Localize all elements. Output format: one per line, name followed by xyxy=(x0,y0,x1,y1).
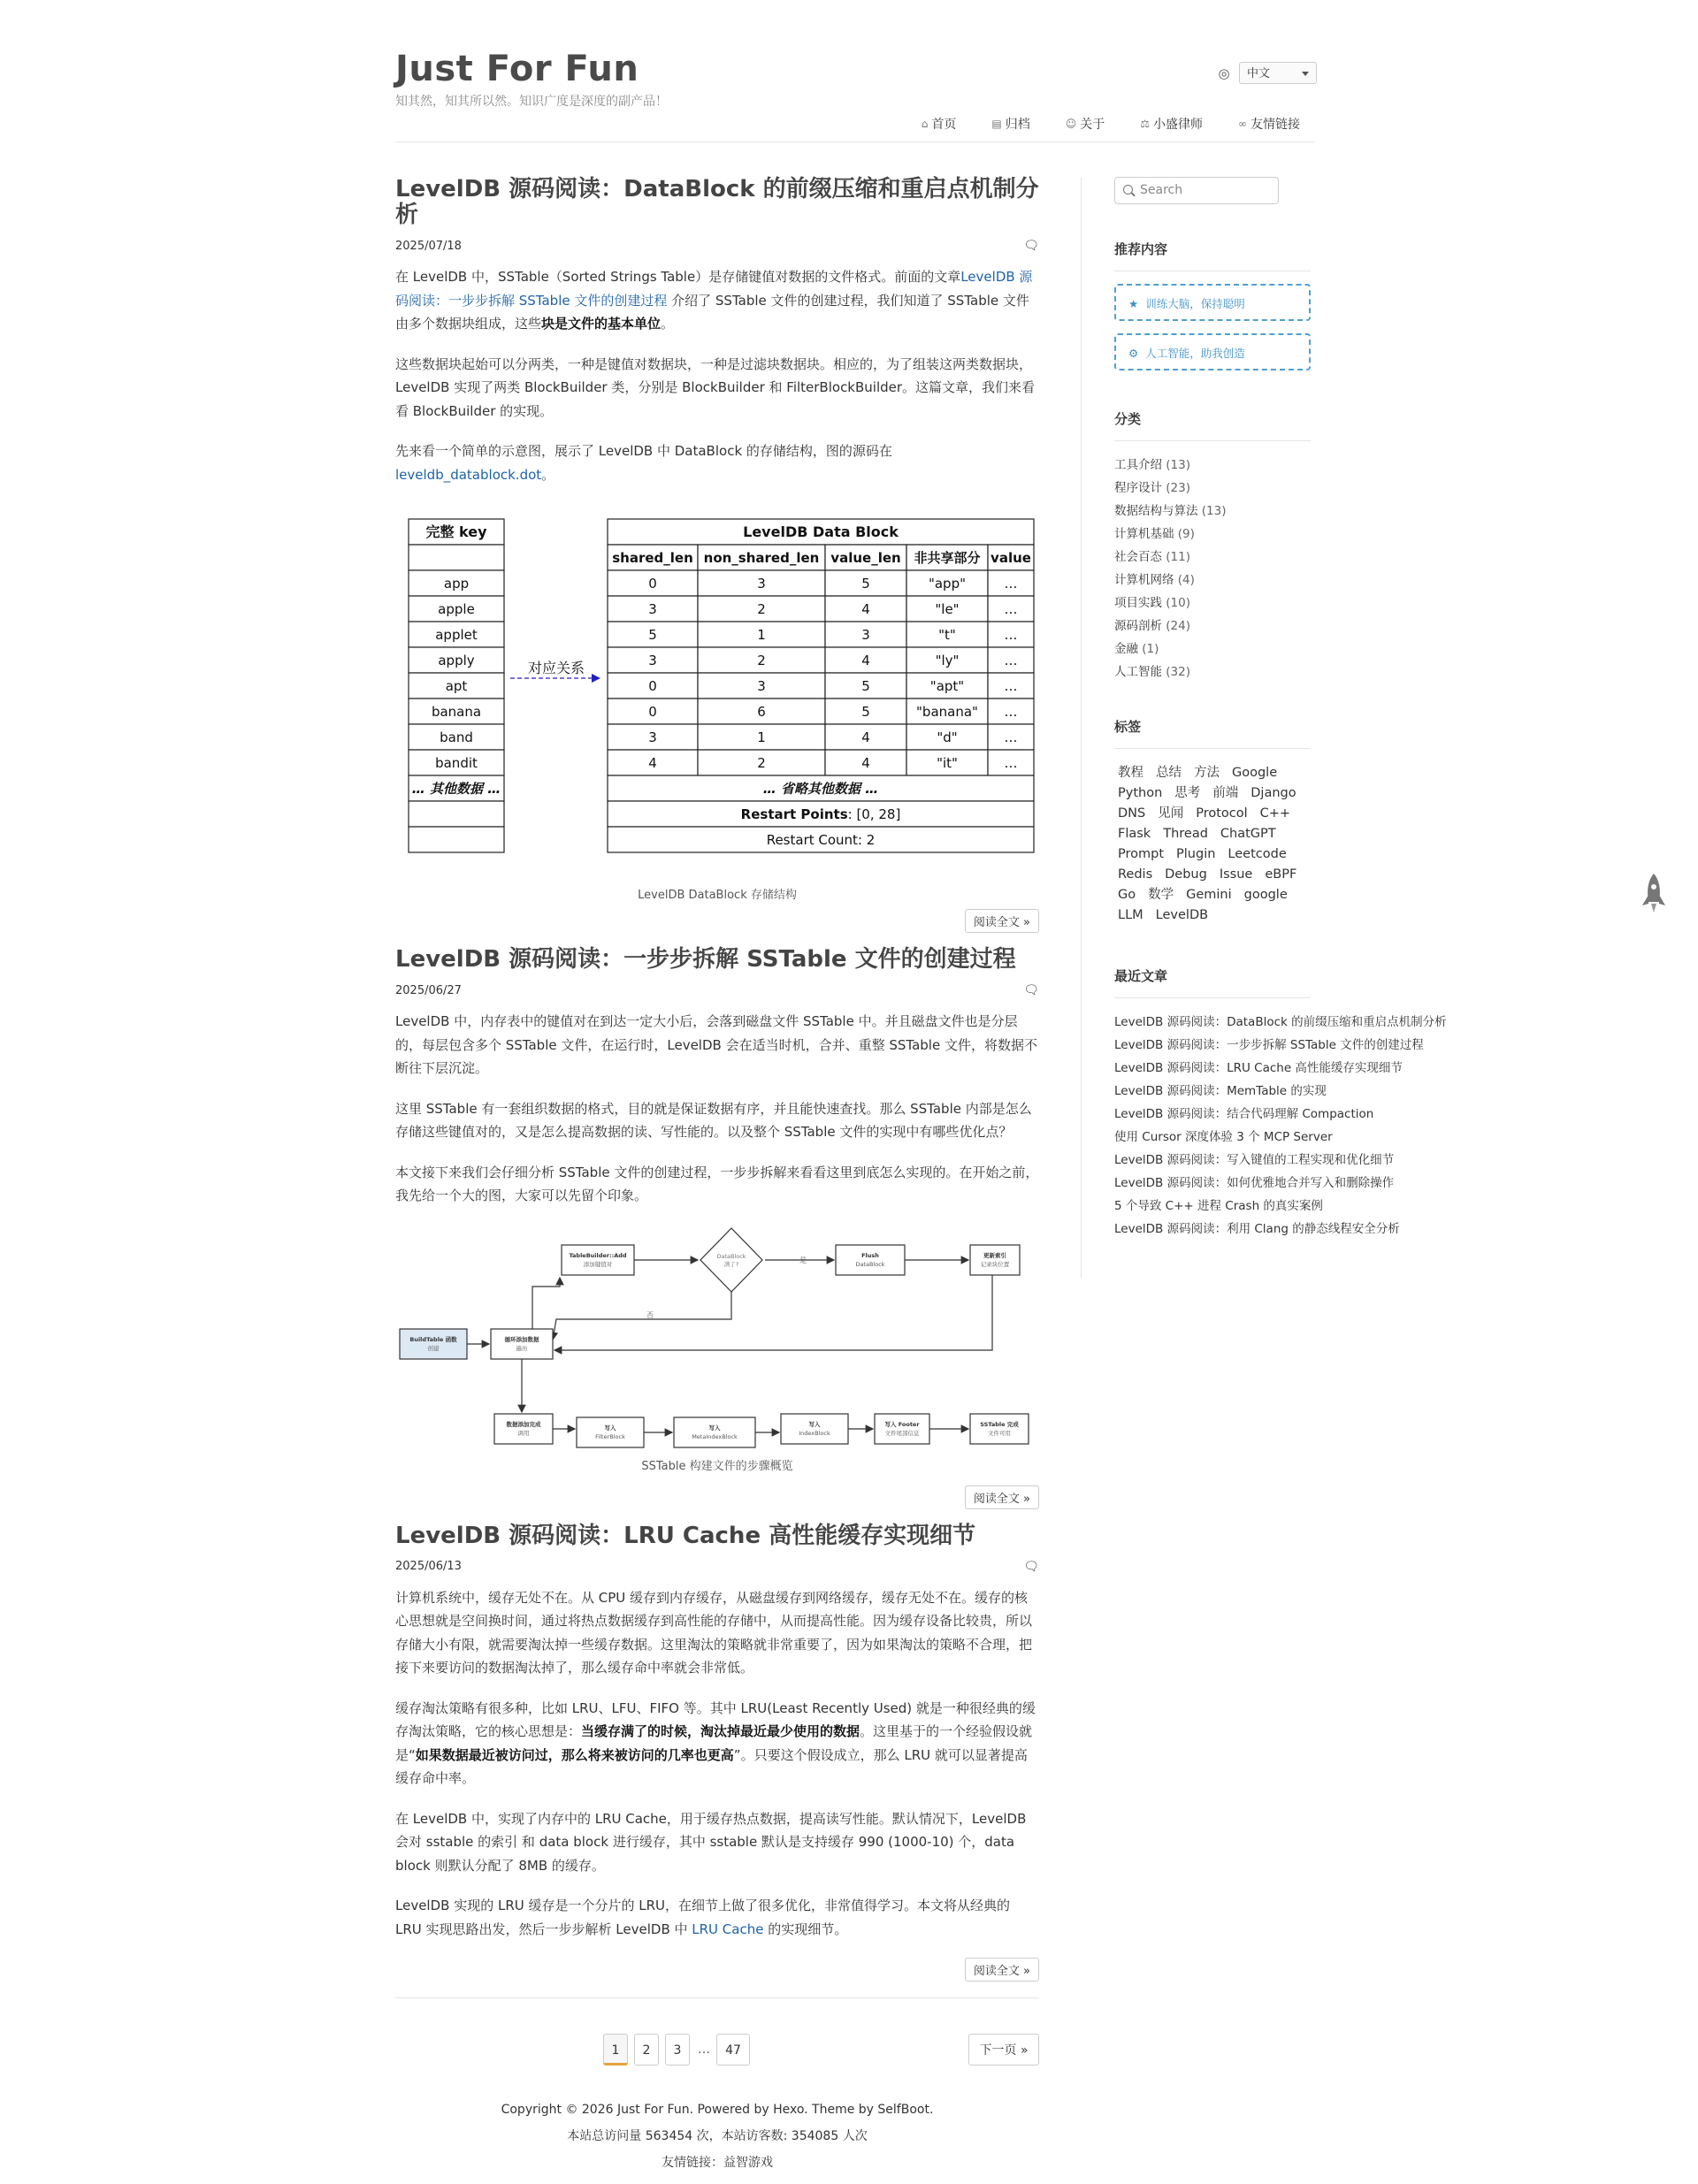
post-excerpt xyxy=(395,265,1039,336)
category-name: 数据结构与算法 xyxy=(1114,504,1198,518)
recent-post-link[interactable]: LevelDB 源码阅读：MemTable 的实现 xyxy=(1114,1084,1327,1098)
inline-link[interactable]: LevelDB 源码阅读：一步步拆解 SSTable 文件的创建过程 xyxy=(395,269,1033,309)
category-count: (32) xyxy=(1162,665,1191,679)
recent-post-link[interactable]: LevelDB 源码阅读：DataBlock 的前缀压缩和重启点机制分析 xyxy=(1114,1015,1447,1029)
category-item[interactable] xyxy=(1114,615,1311,638)
inline-link[interactable]: leveldb_datablock.dot xyxy=(395,466,542,483)
nav-item-lawyer[interactable] xyxy=(1140,115,1203,133)
node-title: SSTable 完成 xyxy=(980,1420,1019,1428)
category-item[interactable] xyxy=(1114,477,1311,500)
cell-value: … xyxy=(1004,678,1018,695)
double-chevron-right-icon: » xyxy=(1023,916,1030,930)
post-item xyxy=(395,947,1039,1509)
category-item[interactable] xyxy=(1114,523,1311,546)
key-text: apply xyxy=(438,653,475,669)
tag-link[interactable]: C++ xyxy=(1259,806,1291,821)
friend-links[interactable]: 友情链接：益智游戏 xyxy=(662,2156,773,2170)
node-sub: IndexBlock xyxy=(799,1429,830,1437)
tag-link[interactable]: Django xyxy=(1251,786,1296,800)
category-name: 工具介绍 xyxy=(1114,458,1162,472)
key-text: apt xyxy=(445,678,468,695)
sidebar-divider xyxy=(1081,177,1082,1278)
node-title: 数据添加完成 xyxy=(506,1420,541,1428)
recommend-section xyxy=(1114,240,1311,370)
node-sub: 添加键值对 xyxy=(583,1260,613,1268)
post-excerpt: 这些数据块起始可以分两类，一种是键值对数据块，一种是过滤块数据块。相应的，为了组装这两类数据块，LevelDB 实现了两类 BlockBuilder 类，分别是 BlockBuilder 和 FilterBlockBuilder。这篇文章，我们来看看 BlockBuilder 的实现。 xyxy=(395,355,1036,419)
tag-link[interactable]: Leetcode xyxy=(1228,847,1287,861)
nav-label: 友情链接 xyxy=(1251,118,1300,132)
tag-link[interactable]: Go xyxy=(1118,888,1136,902)
read-more-button[interactable] xyxy=(965,909,1039,933)
post-excerpt: 计算机系统中，缓存无处不在。从 CPU 缓存到内存缓存，从磁盘缓存到网络缓存，缓存无处不在。缓存的核心思想就是空间换时间，通过将热点数据缓存到高性能的存储中，从而提高性能。因为缓存设备比较贵，所以存储大小有限，就需要淘汰掉一些缓存数据。这里淘汰的策略就非常重要了，因为如果淘汰的策略不合理，把接下来要访问的数据淘汰掉了，那么缓存命中率就会非常低。 xyxy=(395,1589,1033,1676)
copyright-text: Copyright © 2026 Just For Fun. Powered by Hexo. Theme by SelfBoot. xyxy=(501,2103,934,2117)
site-footer xyxy=(395,2096,1039,2176)
tag-link[interactable]: 数学 xyxy=(1148,888,1174,902)
category-name: 项目实践 xyxy=(1114,596,1162,610)
node-sub: DataBlock xyxy=(855,1260,885,1268)
page-link-2[interactable]: 2 xyxy=(634,2034,659,2066)
flow-arrow xyxy=(555,1275,992,1350)
flow-arrow xyxy=(553,1276,731,1340)
post-date: 2025/06/27 xyxy=(395,983,462,997)
recommend-link[interactable] xyxy=(1114,333,1311,370)
sidebar xyxy=(1114,177,1447,1241)
read-more-label: 阅读全文 xyxy=(973,1965,1020,1979)
inline-link[interactable]: LRU Cache xyxy=(692,1921,764,1937)
tag-link[interactable]: LLM xyxy=(1118,908,1143,922)
node-sub: FilterBlock xyxy=(595,1432,625,1440)
cell-value: 5 xyxy=(861,576,870,592)
cell-value: 0 xyxy=(648,678,657,695)
text: ”。只要这个假设成立，那么 LRU 就可以显著提高缓存命中率。 xyxy=(395,1746,1028,1787)
search-icon xyxy=(1123,185,1133,195)
flow-node xyxy=(400,1329,467,1359)
node-title: Flush xyxy=(861,1251,879,1259)
pagination xyxy=(395,2034,1039,2069)
tag-link[interactable]: Issue xyxy=(1219,867,1253,882)
cell-value: 4 xyxy=(861,601,870,618)
cell-value: … xyxy=(1004,729,1018,746)
text: 。 xyxy=(661,316,675,332)
node-title: 写入 Footer xyxy=(884,1420,920,1428)
cell-value: 5 xyxy=(861,704,870,721)
read-more-label: 阅读全文 xyxy=(973,916,1020,930)
section-title: 标签 xyxy=(1114,717,1311,749)
column-header: non_shared_len xyxy=(703,550,820,567)
main-nav xyxy=(922,115,1300,133)
key-header: 完整 key xyxy=(425,523,487,541)
read-more-button[interactable] xyxy=(965,1485,1039,1509)
text: 在 LevelDB 中，SSTable（Sorted Strings Table）是存储键值对数据的文件格式。前面的文章 xyxy=(395,269,961,286)
bold-text: 块是文件的基本单位 xyxy=(541,316,662,332)
tag-link[interactable]: 教程 xyxy=(1118,766,1143,780)
sstable-flow-diagram xyxy=(395,1225,1039,1446)
cell-value: 6 xyxy=(757,704,766,721)
category-list xyxy=(1114,454,1311,683)
recent-post-link[interactable]: LevelDB 源码阅读：如何优雅地合并写入和删除操作 xyxy=(1114,1176,1395,1190)
tag-link[interactable]: 思考 xyxy=(1174,786,1201,800)
recent-post-link[interactable]: 5 个导致 C++ 进程 Crash 的真实案例 xyxy=(1114,1199,1323,1213)
flow-node xyxy=(562,1245,634,1275)
page-link-1[interactable]: 1 xyxy=(603,2034,628,2066)
nav-label: 关于 xyxy=(1080,118,1105,132)
read-more-label: 阅读全文 xyxy=(973,1492,1020,1506)
node-title: DataBlock xyxy=(716,1252,746,1260)
cell-value: "app" xyxy=(928,576,967,592)
post-item xyxy=(395,1523,1039,1999)
comment-icon[interactable]: 🗨 xyxy=(1023,983,1039,998)
column-header: 非共享部分 xyxy=(914,550,981,567)
tag-link[interactable]: google xyxy=(1243,888,1288,902)
tag-cloud xyxy=(1114,763,1311,926)
flow-node xyxy=(875,1414,929,1444)
node-sub: 满了? xyxy=(723,1260,739,1268)
tag-link[interactable]: ChatGPT xyxy=(1220,827,1276,841)
post-excerpt: 在 LevelDB 中，实现了内存中的 LRU Cache，用于缓存热点数据，提高读写性能。默认情况下，LevelDB 会对 sstable 的索引 和 data block 进行缓存，其中 sstable 默认是支持缓存 990 (1000-10) 个，data block 则默认分配了 8MB 的缓存。 xyxy=(395,1810,1027,1874)
cell-value: "le" xyxy=(935,601,960,618)
post-excerpt: LevelDB 中，内存表中的键值对在到达一定大小后，会落到磁盘文件 SSTable 中。并且磁盘文件也是分层的，每层包含多个 SSTable 文件，在运行时，LevelDB 会在适当时机，合并、重整 SSTable 文件，将数据不断往下层沉淀。 xyxy=(395,1013,1037,1077)
omitted-text: … 省略其他数据 … xyxy=(762,781,879,798)
node-sub: 记录块位置 xyxy=(980,1260,1010,1268)
globe-icon: ◎ xyxy=(1218,65,1230,81)
column-header: value xyxy=(990,550,1031,567)
cell-value: 3 xyxy=(648,729,657,746)
language-switcher xyxy=(1218,62,1317,84)
text: 先来看一个简单的示意图，展示了 LevelDB 中 DataBlock 的存储结构，图的源码在 xyxy=(395,443,892,460)
cell-value: 0 xyxy=(648,704,657,721)
recent-post-link[interactable]: LevelDB 源码阅读：结合代码理解 Compaction xyxy=(1114,1107,1374,1121)
section-title: 推荐内容 xyxy=(1114,240,1311,271)
cell-value: … xyxy=(1004,627,1018,644)
key-cell xyxy=(409,801,504,827)
nav-item-about[interactable] xyxy=(1066,115,1105,133)
comment-icon[interactable]: 🗨 xyxy=(1023,1559,1039,1574)
tag-link[interactable]: Debug xyxy=(1165,867,1207,882)
tag-link[interactable]: Prompt xyxy=(1118,847,1165,861)
category-name: 程序设计 xyxy=(1114,481,1162,495)
double-chevron-right-icon: » xyxy=(1023,1965,1030,1979)
cell-value: 1 xyxy=(757,627,766,644)
post-item xyxy=(395,177,1039,933)
node-title: 循环添加数据 xyxy=(504,1335,539,1343)
tag-link[interactable]: Thread xyxy=(1163,827,1208,841)
tag-link[interactable]: Protocol xyxy=(1196,806,1248,821)
text: 的实现细节。 xyxy=(763,1921,848,1937)
flow-node xyxy=(781,1414,848,1444)
post-date: 2025/06/13 xyxy=(395,1560,462,1574)
figure-caption: SSTable 构建文件的步骤概览 xyxy=(641,1459,793,1473)
bold-text: 当缓存满了的时候，淘汰掉最近最少使用的数据 xyxy=(581,1723,860,1740)
lawyer-icon: ⚖ xyxy=(1140,118,1150,130)
double-chevron-right-icon: » xyxy=(1020,2043,1029,2058)
cell-value: 3 xyxy=(757,576,766,592)
node-title: 更新索引 xyxy=(983,1251,1006,1259)
post-excerpt xyxy=(395,439,1039,486)
double-chevron-right-icon: » xyxy=(1023,1492,1030,1506)
flow-node xyxy=(494,1414,553,1444)
flow-node xyxy=(836,1245,905,1275)
post-excerpt: 这里 SSTable 有一套组织数据的格式，目的就是保证数据有序，并且能快速查找。那么 SSTable 内部是怎么存储这些键值对的，又是怎么提高数据的读、写性能的。以及整个 SSTable 文件的实现中有哪些优化点？ xyxy=(395,1100,1032,1141)
tag-link[interactable]: Python xyxy=(1118,786,1163,800)
cell-value: 0 xyxy=(648,576,657,592)
category-count: (11) xyxy=(1162,550,1191,564)
home-icon: ⌂ xyxy=(921,118,929,130)
page-link-3[interactable]: 3 xyxy=(665,2034,690,2066)
section-title: 分类 xyxy=(1114,409,1311,441)
cell-value: "ly" xyxy=(935,653,960,669)
next-page-label: 下一页 xyxy=(979,2043,1017,2058)
header-divider xyxy=(395,141,1315,142)
cell-value: "banana" xyxy=(916,704,978,721)
post-excerpt xyxy=(395,1697,1039,1791)
node-title: BuildTable 函数 xyxy=(409,1335,457,1343)
text: 。这里基于的一个经验假设就是“ xyxy=(395,1723,1033,1763)
cell-value: 2 xyxy=(757,755,766,772)
read-more-button[interactable] xyxy=(965,1958,1039,1982)
post-meta xyxy=(395,983,1039,997)
cell-value: 4 xyxy=(861,729,870,746)
tag-link[interactable]: 前端 xyxy=(1212,786,1239,800)
category-name: 计算机网络 xyxy=(1114,573,1174,587)
site-title[interactable]: Just For Fun xyxy=(395,49,639,89)
cell-value: "t" xyxy=(938,627,956,644)
archive-icon: ▤ xyxy=(991,118,1002,130)
key-text: applet xyxy=(435,627,478,644)
brain-icon: ★ xyxy=(1128,297,1139,310)
category-item[interactable] xyxy=(1114,569,1311,592)
recent-list xyxy=(1114,1011,1447,1241)
flow-node xyxy=(970,1414,1029,1444)
post-title[interactable]: LevelDB 源码阅读：DataBlock 的前缀压缩和重启点机制分析 xyxy=(395,176,1039,229)
category-item[interactable] xyxy=(1114,546,1311,569)
cell-value: 4 xyxy=(861,653,870,669)
tag-link[interactable]: 见闻 xyxy=(1158,806,1184,821)
post-title[interactable]: LevelDB 源码阅读：一步步拆解 SSTable 文件的创建过程 xyxy=(395,946,1016,974)
tag-link[interactable]: 总结 xyxy=(1156,766,1182,780)
nav-label: 首页 xyxy=(931,118,957,132)
category-count: (9) xyxy=(1174,527,1195,541)
cell-value: 3 xyxy=(648,653,657,669)
post-title[interactable]: LevelDB 源码阅读：LRU Cache 高性能缓存实现细节 xyxy=(395,1522,976,1549)
cell-value: "apt" xyxy=(929,678,965,695)
category-name: 社会百态 xyxy=(1114,550,1162,564)
visitor-stats: 本站总访问量 563454 次，本站访客数: 354085 人次 xyxy=(567,2129,868,2143)
flow-node xyxy=(970,1245,1020,1275)
node-sub: MetaIndexBlock xyxy=(692,1432,738,1440)
sstable-flow-figure xyxy=(395,1225,1039,1473)
category-count: (23) xyxy=(1162,481,1191,495)
key-text: bandit xyxy=(435,755,478,772)
link-icon: ∞ xyxy=(1238,118,1247,130)
category-name: 金融 xyxy=(1114,642,1138,656)
cell-value: 3 xyxy=(861,627,870,644)
flow-node xyxy=(674,1417,755,1447)
no-label: 否 xyxy=(646,1310,654,1319)
text: 介绍了 SSTable 文件的创建过程，我们知道了 SSTable 文件由多个数据块组成，这些 xyxy=(395,292,1029,332)
cell-value: 5 xyxy=(861,678,870,695)
arrow-head xyxy=(592,674,600,683)
node-sub: 创建 xyxy=(427,1344,440,1352)
key-text: banana xyxy=(431,704,482,721)
cell-value: 4 xyxy=(648,755,657,772)
tag-link[interactable]: Plugin xyxy=(1176,847,1216,861)
decision-node xyxy=(700,1228,762,1292)
user-icon: ☺ xyxy=(1065,118,1077,130)
flow-node xyxy=(577,1417,644,1447)
text: 缓存淘汰策略有很多种，比如 LRU、LFU、FIFO 等。其中 LRU(Least Recently Used) 就是一种很经典的缓存淘汰策略，它的核心思想是： xyxy=(395,1699,1036,1740)
page-ellipsis: … xyxy=(698,2043,710,2057)
node-title: 写入 xyxy=(808,1420,821,1428)
restart-points-text: Restart Points: [0, 28] xyxy=(740,806,901,823)
node-sub: 遍历 xyxy=(516,1344,528,1352)
category-item[interactable] xyxy=(1114,638,1311,661)
node-sub: 调用 xyxy=(517,1429,530,1437)
arrow-label: 对应关系 xyxy=(527,660,585,677)
language-value: 中文 xyxy=(1247,67,1271,80)
recent-post-link[interactable]: LevelDB 源码阅读：LRU Cache 高性能缓存实现细节 xyxy=(1114,1061,1403,1075)
category-name: 计算机基础 xyxy=(1114,527,1174,541)
recommend-link[interactable] xyxy=(1114,284,1311,321)
post-meta xyxy=(395,1560,1039,1574)
node-sub: 文件可用 xyxy=(988,1429,1011,1437)
cell-value: 2 xyxy=(757,601,766,618)
restart-count-text: Restart Count: 2 xyxy=(766,832,876,849)
node-title: TableBuilder::Add xyxy=(569,1251,627,1259)
nav-item-friend-links[interactable] xyxy=(1238,115,1300,133)
category-name: 人工智能 xyxy=(1114,665,1162,679)
datablock-diagram xyxy=(395,503,1039,874)
recent-post-link[interactable]: LevelDB 源码阅读：一步步拆解 SSTable 文件的创建过程 xyxy=(1114,1038,1424,1052)
column-header: shared_len xyxy=(612,550,693,567)
cell-value: … xyxy=(1004,576,1018,592)
list-divider xyxy=(395,1997,1039,1998)
cell-value: … xyxy=(1004,653,1018,669)
back-to-top-rocket-icon[interactable] xyxy=(1641,872,1667,916)
cell-value: … xyxy=(1004,755,1018,772)
tags-section xyxy=(1114,717,1311,926)
recent-section xyxy=(1114,966,1447,1241)
post-excerpt: 本文接下来我们会仔细分析 SSTable 文件的创建过程，一步步拆解来看看这里到底怎么实现的。在开始之前，我先给一个大的图，大家可以先留个印象。 xyxy=(395,1164,1039,1204)
category-count: (24) xyxy=(1162,619,1191,633)
post-excerpt xyxy=(395,1894,1039,1941)
cell-value: "it" xyxy=(937,755,958,772)
site-subtitle: 知其然，知其所以然。知识广度是深度的副产品！ xyxy=(395,95,668,109)
tag-link[interactable]: Flask xyxy=(1118,827,1151,841)
read-more-row xyxy=(395,909,1039,933)
recent-post-link[interactable]: LevelDB 源码阅读：利用 Clang 的静态线程安全分析 xyxy=(1114,1222,1400,1236)
cell-value: … xyxy=(1004,601,1018,618)
cell-value: 3 xyxy=(757,678,766,695)
key-text: apple xyxy=(438,601,475,618)
category-count: (1) xyxy=(1138,642,1159,656)
tag-link[interactable]: eBPF xyxy=(1265,867,1297,882)
nav-label: 小盛律师 xyxy=(1153,118,1203,132)
category-item[interactable] xyxy=(1114,454,1311,477)
bold-text: 如果数据最近被访问过，那么将来被访问的几率也更高 xyxy=(415,1746,734,1763)
nav-item-archive[interactable] xyxy=(991,115,1029,133)
robot-icon: ⚙ xyxy=(1128,347,1139,360)
tag-link[interactable]: Gemini xyxy=(1186,888,1232,902)
key-cell xyxy=(409,545,504,570)
key-cell xyxy=(409,827,504,852)
language-select[interactable] xyxy=(1239,62,1317,84)
read-more-row xyxy=(395,1485,1039,1509)
post-date: 2025/07/18 xyxy=(395,239,462,253)
post-list xyxy=(395,177,1039,1998)
key-text: band xyxy=(440,729,473,746)
tag-link[interactable]: 方法 xyxy=(1194,766,1220,780)
category-count: (13) xyxy=(1162,458,1191,472)
post-meta xyxy=(395,239,1039,253)
category-count: (13) xyxy=(1197,504,1227,518)
page-link-last[interactable]: 47 xyxy=(716,2034,750,2066)
flow-node xyxy=(491,1329,553,1359)
tag-link[interactable]: LevelDB xyxy=(1155,908,1209,922)
cell-value: 3 xyxy=(648,601,657,618)
node-title: 写入 xyxy=(604,1424,616,1432)
cell-value: … xyxy=(1004,704,1018,721)
tag-link[interactable]: Redis xyxy=(1118,867,1153,882)
category-name: 源码剖析 xyxy=(1114,619,1162,633)
table-title: LevelDB Data Block xyxy=(743,523,899,541)
category-count: (10) xyxy=(1162,596,1191,610)
section-title: 最近文章 xyxy=(1114,966,1311,998)
recent-post-link[interactable]: 使用 Cursor 深度体验 3 个 MCP Server xyxy=(1114,1130,1333,1144)
tag-link[interactable]: Google xyxy=(1232,766,1278,780)
figure-caption: LevelDB DataBlock 存储结构 xyxy=(638,889,797,903)
column-header: value_len xyxy=(830,550,901,567)
category-count: (4) xyxy=(1174,573,1195,587)
cell-value: 1 xyxy=(757,729,766,746)
cell-value: 5 xyxy=(648,627,657,644)
key-text: … 其他数据 … xyxy=(411,781,501,798)
recommend-label: 训练大脑，保持聪明 xyxy=(1145,297,1245,310)
read-more-row xyxy=(395,1958,1039,1982)
node-sub: 文件尾部信息 xyxy=(884,1429,920,1437)
text: 。 xyxy=(541,466,555,483)
category-item[interactable] xyxy=(1114,592,1311,615)
node-title: 写入 xyxy=(708,1424,721,1432)
categories-section xyxy=(1114,409,1311,683)
search-placeholder: Search xyxy=(1140,183,1183,197)
tag-link[interactable]: DNS xyxy=(1118,806,1146,821)
search-input[interactable] xyxy=(1114,177,1279,204)
chevron-down-icon xyxy=(1302,72,1309,76)
key-text: app xyxy=(443,576,470,592)
yes-label: 是 xyxy=(799,1256,807,1264)
cell-value: "d" xyxy=(937,729,958,746)
text: LevelDB 实现的 LRU 缓存是一个分片的 LRU，在细节上做了很多优化，非常值得学习。本文将从经典的 LRU 实现思路出发，然后一步步解析 LevelDB 中 xyxy=(395,1898,1011,1937)
datablock-figure xyxy=(395,503,1039,902)
cell-value: 2 xyxy=(757,653,766,669)
recent-post-link[interactable]: LevelDB 源码阅读：写入键值的工程实现和优化细节 xyxy=(1114,1153,1395,1167)
cell-value: 4 xyxy=(861,755,870,772)
category-item[interactable] xyxy=(1114,500,1311,523)
recommend-label: 人工智能，助我创造 xyxy=(1145,347,1245,360)
category-item[interactable] xyxy=(1114,661,1311,683)
next-page-button[interactable] xyxy=(968,2034,1039,2066)
nav-item-home[interactable] xyxy=(922,115,957,133)
comment-icon[interactable]: 🗨 xyxy=(1023,239,1039,254)
nav-label: 归档 xyxy=(1005,118,1030,132)
